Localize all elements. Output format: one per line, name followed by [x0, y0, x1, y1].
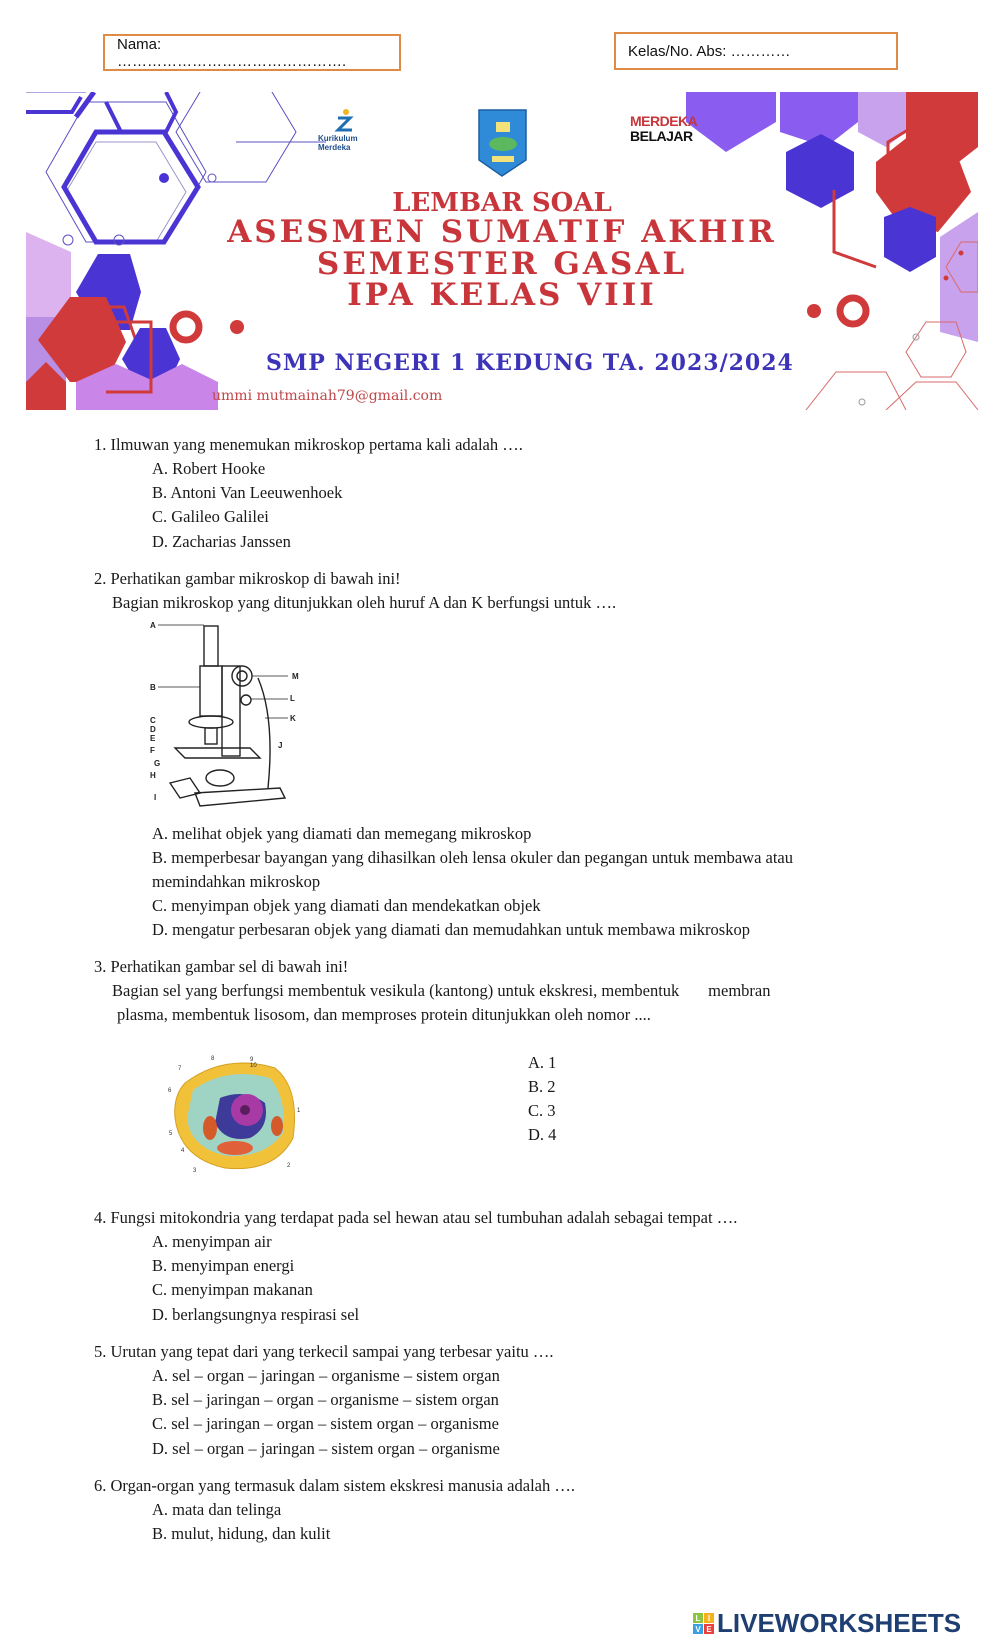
- q4-option-b[interactable]: B. menyimpan energi: [152, 1256, 295, 1275]
- q1-option-b[interactable]: B. Antoni Van Leeuwenhoek: [152, 483, 343, 502]
- svg-text:I: I: [154, 793, 157, 802]
- q3-option-c[interactable]: C. 3: [528, 1101, 556, 1120]
- name-field-label: Nama: ……………………………………….: [117, 35, 347, 70]
- question-2: 2. Perhatikan gambar mikroskop di bawah ini!: [94, 569, 401, 588]
- q2-option-b[interactable]: B. memperbesar bayangan yang dihasilkan oleh lensa okuler dan pegangan untuk membawa atau: [152, 848, 793, 867]
- question-3-subtext-line1: Bagian sel yang berfungsi membentuk vesikula (kantong) untuk ekskresi, membentuk membran: [112, 981, 771, 1000]
- svg-text:D: D: [150, 725, 156, 734]
- q4-option-a[interactable]: A. menyimpan air: [152, 1232, 272, 1251]
- cell-label-8: 8: [211, 1056, 215, 1062]
- q3-option-b[interactable]: B. 2: [528, 1077, 556, 1096]
- kurikulum-merdeka-logo-icon: [338, 109, 352, 130]
- q1-option-c[interactable]: C. Galileo Galilei: [152, 507, 269, 526]
- q2-option-d[interactable]: D. mengatur perbesaran objek yang diamati dan memudahkan untuk membawa mikroskop: [152, 920, 750, 939]
- question-6: 6. Organ-organ yang termasuk dalam sistem ekskresi manusia adalah ….: [94, 1476, 575, 1495]
- microscope-diagram-image: [150, 618, 310, 808]
- q2-option-c[interactable]: C. menyimpan objek yang diamati dan mendekatkan objek: [152, 896, 541, 915]
- svg-text:G: G: [154, 759, 161, 768]
- class-number-field[interactable]: [614, 32, 898, 70]
- kurikulum-merdeka-logo: [318, 134, 378, 152]
- q6-option-a[interactable]: A. mata dan telinga: [152, 1500, 282, 1519]
- q4-option-c[interactable]: C. menyimpan makanan: [152, 1280, 313, 1299]
- cell-label-3: 3: [193, 1168, 197, 1174]
- q1-option-a[interactable]: A. Robert Hooke: [152, 459, 266, 478]
- animal-cell-diagram-image: [165, 1048, 305, 1178]
- banner-title-line3: IPA KELAS VIII: [347, 277, 657, 313]
- question-5: 5. Urutan yang tepat dari yang terkecil sampai yang terbesar yaitu ….: [94, 1342, 554, 1361]
- liveworksheets-wordmark: LIVEWORKSHEETS: [717, 1608, 962, 1638]
- cell-label-2: 2: [287, 1163, 291, 1169]
- liveworksheets-logo: [693, 1608, 961, 1639]
- q2-option-b-continued: memindahkan mikroskop: [152, 872, 321, 891]
- tile-l: L: [693, 1613, 703, 1623]
- question-3-subtext-line2: plasma, membentuk lisosom, dan memproses protein ditunjukkan oleh nomor ....: [117, 1005, 651, 1024]
- svg-text:K: K: [290, 714, 296, 723]
- q1-option-d[interactable]: D. Zacharias Janssen: [152, 532, 291, 551]
- q2-option-a[interactable]: A. melihat objek yang diamati dan memegang mikroskop: [152, 824, 532, 843]
- logo-right-line1: MERDEKA: [630, 113, 698, 129]
- school-crest-emblem: [479, 110, 526, 176]
- q5-option-c[interactable]: C. sel – jaringan – organ – sistem organ – organisme: [152, 1414, 499, 1433]
- svg-text:H: H: [150, 771, 156, 780]
- cell-label-6: 6: [168, 1088, 172, 1094]
- q6-option-b[interactable]: B. mulut, hidung, dan kulit: [152, 1524, 331, 1543]
- banner-title-lembar-soal: LEMBAR SOAL: [392, 188, 612, 218]
- cell-label-9-10: 9 10: [250, 1057, 257, 1069]
- banner-school-name: SMP NEGERI 1 KEDUNG TA. 2023/2024: [266, 350, 794, 376]
- header-banner: [26, 92, 978, 410]
- banner-title-line2: SEMESTER GASAL: [316, 246, 688, 282]
- question-3: 3. Perhatikan gambar sel di bawah ini!: [94, 957, 349, 976]
- q5-option-a[interactable]: A. sel – organ – jaringan – organisme – sistem organ: [152, 1366, 500, 1385]
- liveworksheets-tiles-icon: [693, 1613, 714, 1634]
- q4-option-d[interactable]: D. berlangsungnya respirasi sel: [152, 1305, 360, 1324]
- banner-email: ummi mutmainah79@gmail.com: [212, 388, 443, 404]
- svg-text:C: C: [150, 716, 156, 725]
- svg-text:J: J: [278, 741, 283, 750]
- q3-option-d[interactable]: D. 4: [528, 1125, 557, 1144]
- merdeka-belajar-logo: [630, 114, 697, 144]
- svg-text:B: B: [150, 683, 156, 692]
- cell-label-7: 7: [178, 1066, 182, 1072]
- logo-left-line1: Kurikulum: [318, 134, 358, 143]
- logo-right-line2: BELAJAR: [630, 128, 693, 144]
- q5-option-b[interactable]: B. sel – jaringan – organ – organisme – sistem organ: [152, 1390, 499, 1409]
- q3-option-a[interactable]: A. 1: [528, 1053, 557, 1072]
- class-number-field-label: Kelas/No. Abs: …………: [628, 42, 791, 60]
- logo-left-line2: Merdeka: [318, 143, 351, 152]
- svg-text:E: E: [150, 734, 156, 743]
- banner-title-line1: ASESMEN SUMATIF AKHIR: [227, 214, 777, 250]
- svg-text:F: F: [150, 746, 155, 755]
- question-1: 1. Ilmuwan yang menemukan mikroskop pertama kali adalah ….: [94, 435, 523, 454]
- question-2-subtext: Bagian mikroskop yang ditunjukkan oleh huruf A dan K berfungsi untuk ….: [112, 593, 617, 612]
- svg-text:M: M: [292, 672, 299, 681]
- cell-label-1: 1: [297, 1108, 301, 1114]
- tile-e: E: [704, 1624, 714, 1634]
- name-field[interactable]: [103, 34, 401, 71]
- tile-i: I: [704, 1613, 714, 1623]
- cell-label-4: 4: [181, 1148, 185, 1154]
- question-4: 4. Fungsi mitokondria yang terdapat pada sel hewan atau sel tumbuhan adalah sebagai tempat ….: [94, 1208, 738, 1227]
- svg-text:A: A: [150, 621, 156, 630]
- svg-text:L: L: [290, 694, 295, 703]
- cell-label-5: 5: [169, 1131, 173, 1137]
- q5-option-d[interactable]: D. sel – organ – jaringan – sistem organ – organisme: [152, 1439, 500, 1458]
- tile-v: V: [693, 1624, 703, 1634]
